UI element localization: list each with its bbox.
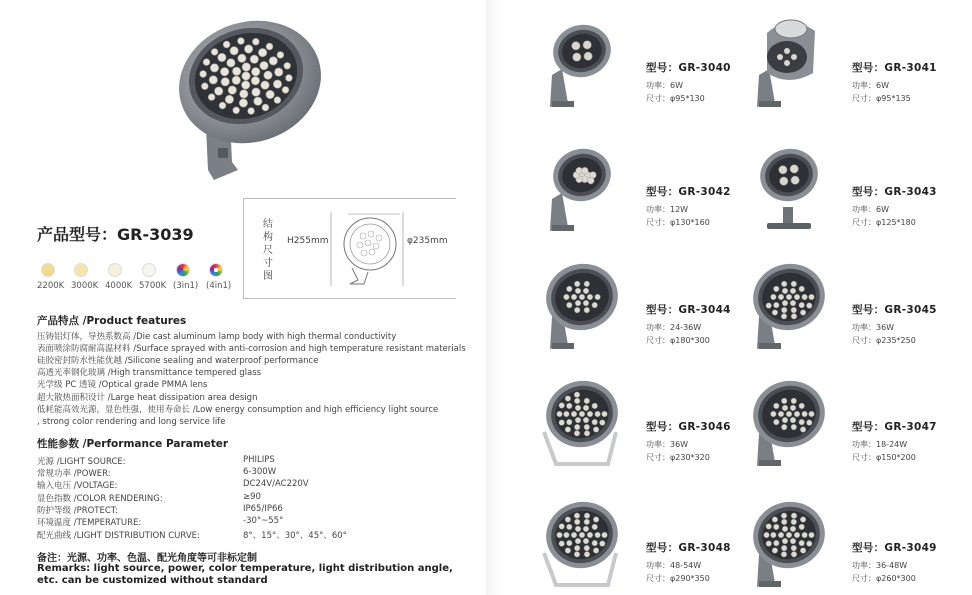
product-power: 功率：24-36W <box>646 323 702 332</box>
param-label: 配光曲线 /LIGHT DISTRIBUTION CURVE: <box>37 531 200 541</box>
swatch-4000k <box>108 263 122 277</box>
remark-en: Remarks: light source, power, color temperature, light distribution angle, etc. can be customized without standard <box>37 563 453 586</box>
model-title: 产品型号：GR-3039 <box>37 225 194 244</box>
product-model-name: 型号：GR-3045 <box>852 304 937 316</box>
product-power: 功率：48-54W <box>646 561 702 570</box>
param-label: 环境温度 /TEMPERATURE: <box>37 518 142 528</box>
param-value: ≥90 <box>243 492 261 502</box>
diameter-label: φ235mm <box>407 236 448 246</box>
product-power: 功率：12W <box>646 205 689 214</box>
feature-line: , strong color rendering and long service life <box>37 417 226 427</box>
feature-line: 低耗能高效光源，显色性强，使用寿命长 /Low energy consumption and high efficiency light source <box>37 405 439 415</box>
feature-line: 超大散热面积设计 /Large heat dissipation area design <box>37 393 258 403</box>
product-size: 尺寸：φ290*350 <box>646 574 710 583</box>
product-image-gr-3040 <box>538 13 618 113</box>
swatch-label: (4in1) <box>206 281 232 291</box>
param-label: 显色指数 /COLOR RENDERING: <box>37 494 163 504</box>
dimension-box-bottom-line <box>243 298 456 299</box>
swatch-3in1 <box>176 263 190 277</box>
product-power: 功率：6W <box>852 81 889 90</box>
param-label: 光源 /LIGHT SOURCE: <box>37 457 126 467</box>
product-size: 尺寸：φ95*135 <box>852 94 911 103</box>
swatch-label: 4000K <box>105 281 133 291</box>
product-image-gr-3044 <box>538 255 618 355</box>
feature-line: 光学级 PC 透镜 /Optical grade PMMA lens <box>37 380 208 390</box>
param-label: 防护等级 /PROTECT: <box>37 506 118 516</box>
product-image-gr-3043 <box>745 137 825 237</box>
product-size: 尺寸：φ235*250 <box>852 336 916 345</box>
product-model-name: 型号：GR-3047 <box>852 421 937 433</box>
dimension-drawing <box>328 210 406 290</box>
param-label: 常规功率 /POWER: <box>37 469 111 479</box>
parameters-heading: 性能参数 /Performance Parameter <box>37 438 229 450</box>
param-value: PHILIPS <box>243 455 275 465</box>
product-model-name: 型号：GR-3048 <box>646 542 731 554</box>
page-gutter <box>486 0 500 595</box>
swatch-label: (3in1) <box>173 281 199 291</box>
product-model-name: 型号：GR-3049 <box>852 542 937 554</box>
param-value: IP65/IP66 <box>243 504 283 514</box>
swatch-2200k <box>41 263 55 277</box>
product-size: 尺寸：φ180*300 <box>646 336 710 345</box>
product-model-name: 型号：GR-3046 <box>646 421 731 433</box>
param-value: 6-300W <box>243 467 277 477</box>
product-model-name: 型号：GR-3044 <box>646 304 731 316</box>
swatch-label: 3000K <box>71 281 99 291</box>
product-size: 尺寸：φ125*180 <box>852 218 916 227</box>
product-size: 尺寸：φ260*300 <box>852 574 916 583</box>
features-heading: 产品特点 /Product features <box>37 315 187 327</box>
product-size: 尺寸：φ230*320 <box>646 453 710 462</box>
height-label: H255mm <box>287 236 329 246</box>
swatch-label: 5700K <box>139 281 167 291</box>
feature-line: 表面喷涂防腐耐高温材料 /Surface sprayed with anti-corrosion and high temperature resistant materials <box>37 344 466 354</box>
param-label: 输入电压 /VOLTAGE: <box>37 481 118 491</box>
dimension-label: 结构尺寸图 <box>263 219 273 282</box>
swatch-5700k <box>142 263 156 277</box>
feature-line: 高透光率钢化玻璃 /High transmittance tempered glass <box>37 368 262 378</box>
product-size: 尺寸：φ130*160 <box>646 218 710 227</box>
param-value: DC24V/AC220V <box>243 479 309 489</box>
swatch-4in1 <box>209 263 223 277</box>
feature-line: 压铸铝灯体，导热系数高 /Die cast aluminum lamp body with high thermal conductivity <box>37 332 397 342</box>
swatch-label: 2200K <box>37 281 65 291</box>
product-image-gr-3046 <box>538 372 618 472</box>
product-size: 尺寸：φ95*130 <box>646 94 705 103</box>
main-floodlight-image <box>168 12 328 187</box>
product-power: 功率：18-24W <box>852 440 908 449</box>
product-model-name: 型号：GR-3040 <box>646 62 731 74</box>
product-model-name: 型号：GR-3041 <box>852 62 937 74</box>
param-value: -30°~55° <box>243 516 284 526</box>
product-image-gr-3049 <box>745 493 825 593</box>
feature-line: 硅胶密封防水性能优越 /Silicone sealing and waterproof performance <box>37 356 319 366</box>
product-power: 功率：36W <box>852 323 895 332</box>
product-image-gr-3048 <box>538 493 618 593</box>
dimension-box-top-line <box>243 198 456 199</box>
product-model-name: 型号：GR-3043 <box>852 186 937 198</box>
product-power: 功率：36-48W <box>852 561 908 570</box>
product-image-gr-3042 <box>538 137 618 237</box>
product-power: 功率：36W <box>646 440 689 449</box>
product-model-name: 型号：GR-3042 <box>646 186 731 198</box>
swatch-3000k <box>74 263 88 277</box>
product-image-gr-3045 <box>745 255 825 355</box>
product-power: 功率：6W <box>852 205 889 214</box>
product-image-gr-3041 <box>745 13 825 113</box>
dimension-box-divider <box>243 198 244 298</box>
product-image-gr-3047 <box>745 372 825 472</box>
remark-cn: 备注：光源、功率、色温、配光角度等可非标定制 <box>37 553 257 564</box>
product-size: 尺寸：φ150*200 <box>852 453 916 462</box>
product-power: 功率：6W <box>646 81 683 90</box>
param-value: 8°、15°、30°、45°、60° <box>243 531 347 541</box>
